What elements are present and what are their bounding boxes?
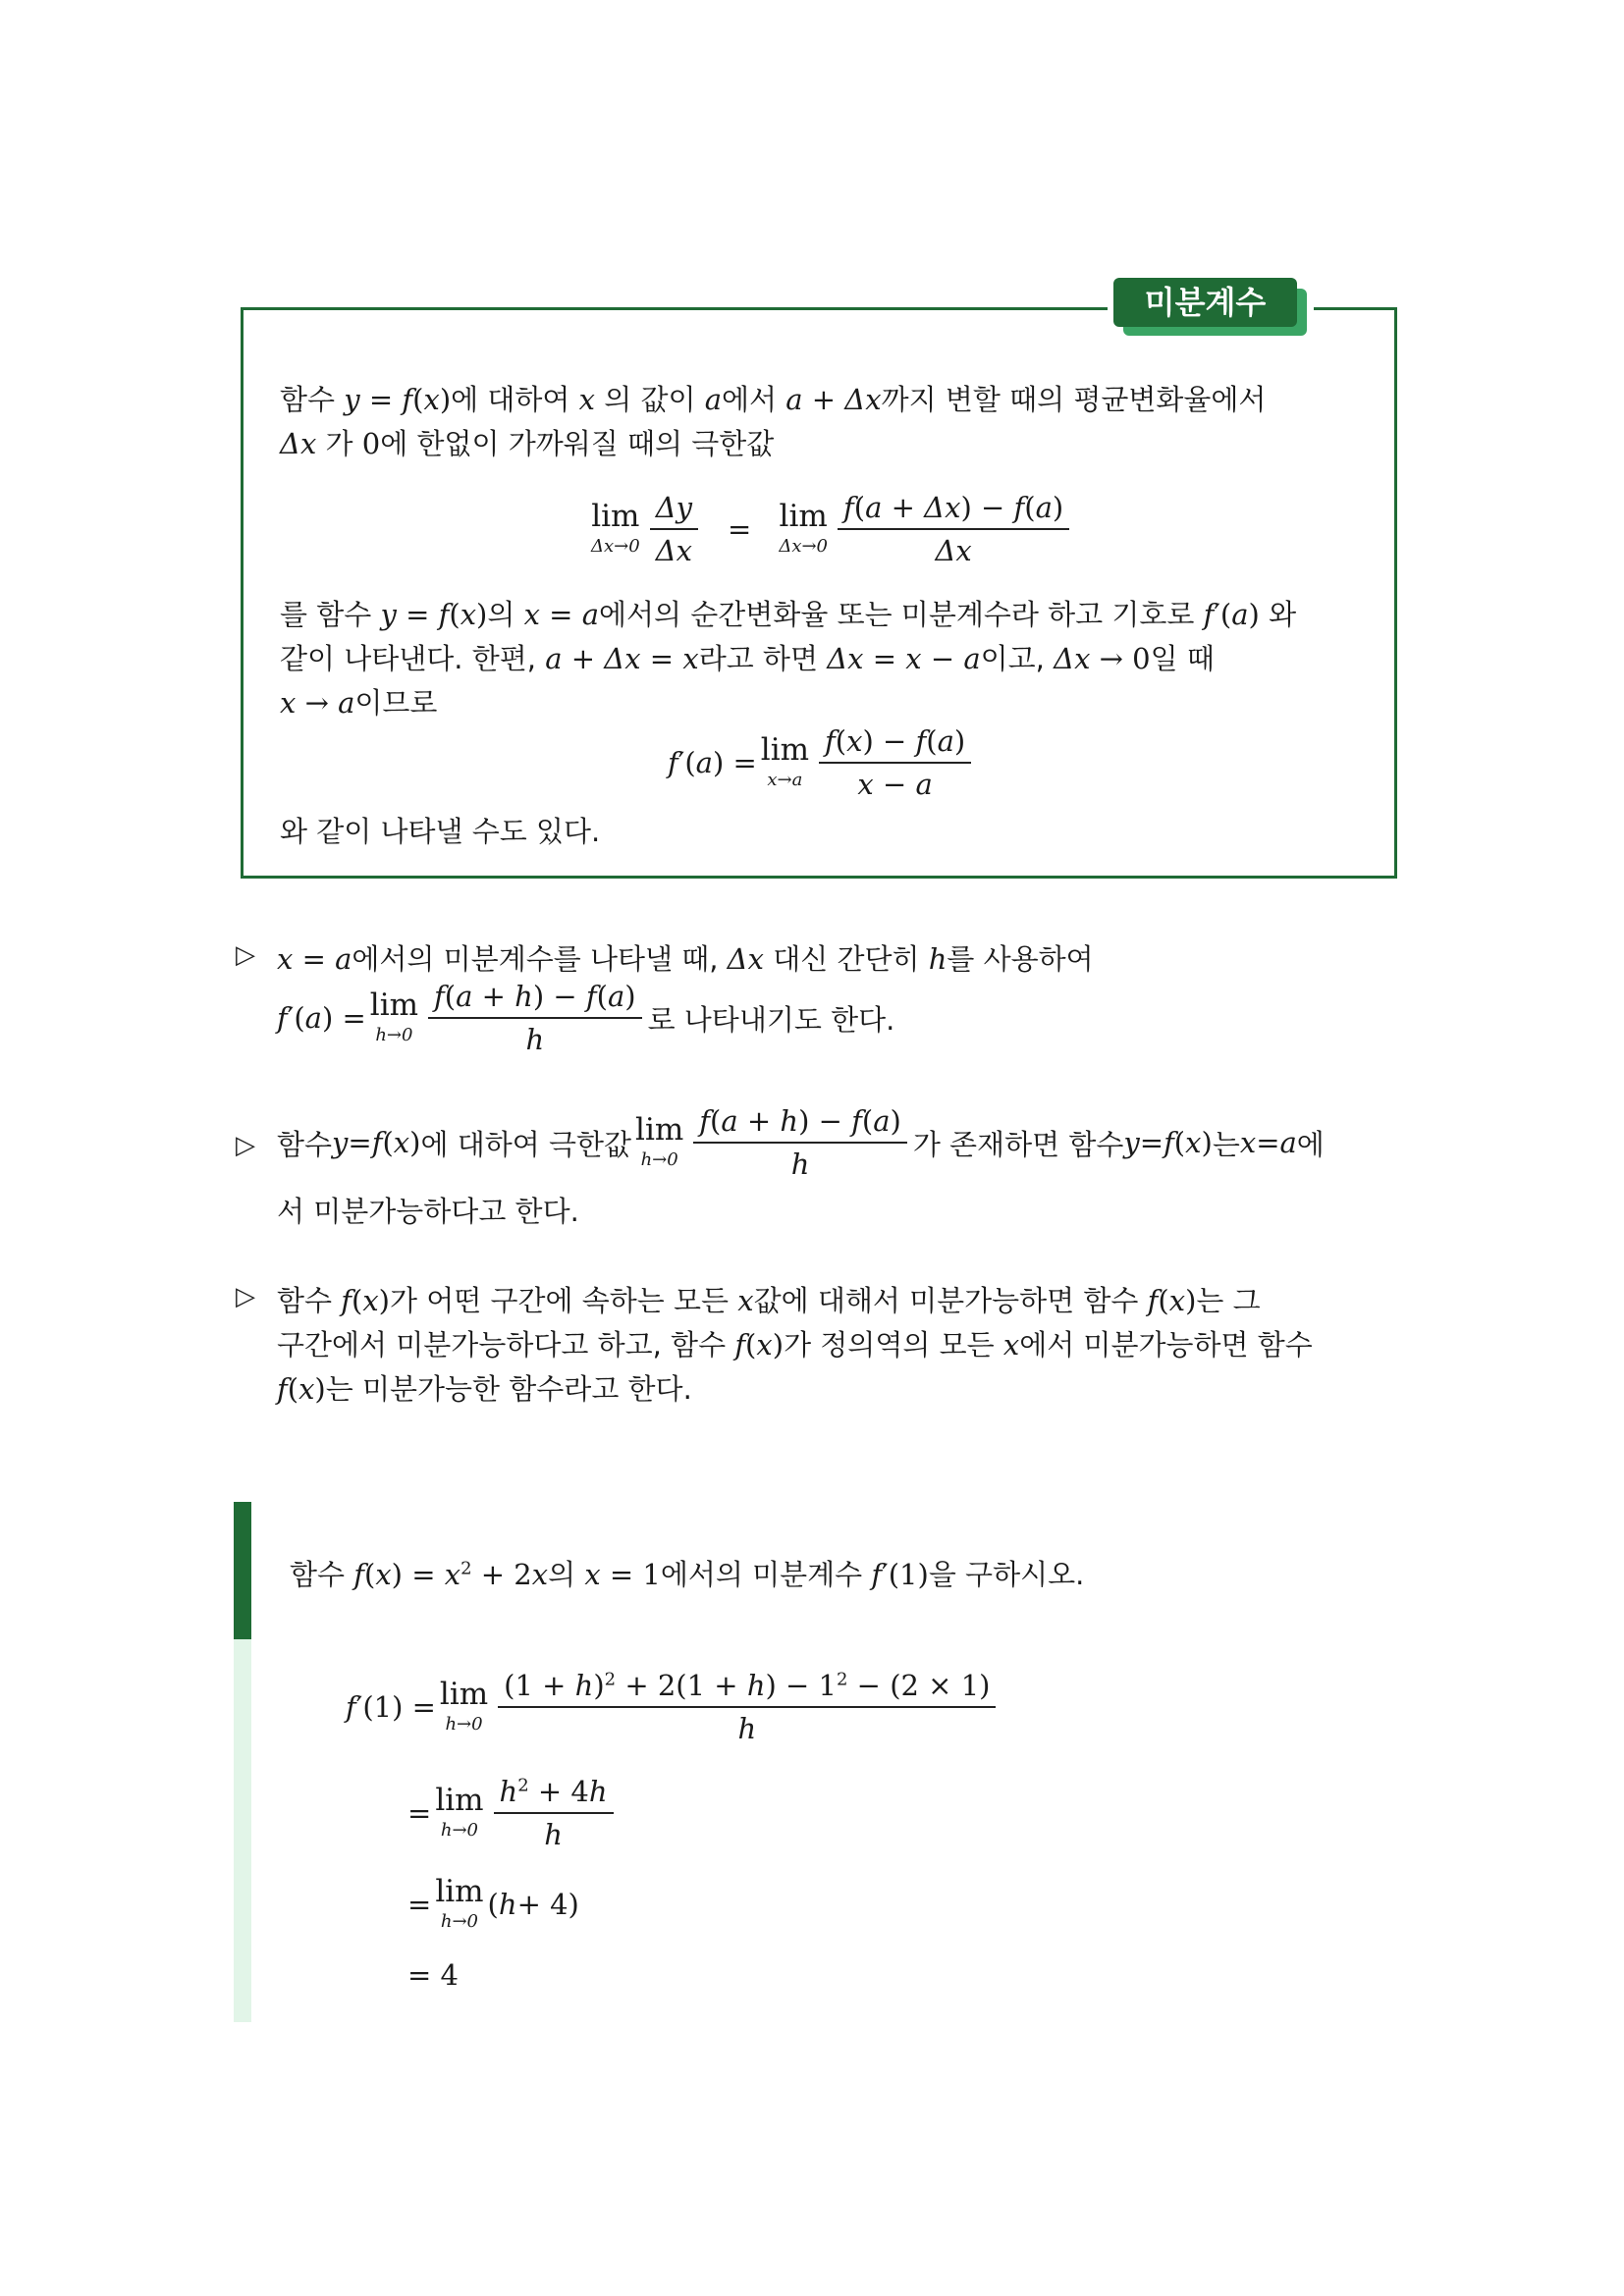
example-question: 함수 $f(x) = x^2 + 2x$의 x = 1에서의 미분계수 f′(1)을 구하시오. [290, 1558, 1085, 1591]
note-1-triangle-icon: ▷ [236, 940, 255, 970]
solution-step-3: = lim h→0 ( h + 4) [407, 1874, 579, 1932]
note-2-line-2: 서 미분가능하다고 한다. [277, 1195, 579, 1228]
definition-line-2: Δx 가 0에 한없이 가까워질 때의 극한값 [280, 427, 775, 460]
definition-title: 미분계수 [1113, 278, 1297, 327]
note-3-line-1: 함수 f(x)가 어떤 구간에 속하는 모든 x값에 대해서 미분가능하면 함수 f(x)는 그 [277, 1284, 1261, 1317]
note-1-formula: f ′( a ) = lim h→0 $\frac{f(a + h) - f(a)}{h}$ 로 나타내기도 한다. [277, 980, 895, 1056]
note-3-line-3: f(x)는 미분가능한 함수라고 한다. [277, 1372, 692, 1406]
example-bar-dark [234, 1502, 251, 1639]
note-2-line-1: 함수 y = f ( x ) 에 대하여 극한값 lim h→0 $\frac{f(a + h) - f(a)}{h}$ 가 존재하면 함수 y = f ( x ) 는 x = a 에 [277, 1104, 1325, 1181]
solution-step-4: = 4 [407, 1958, 459, 1992]
solution-step-1: f ′(1) = lim h→0 $\frac{(1 + h)^2 + 2(1 + h) - 1^2 - (2 \times 1)}{h}$ [346, 1669, 1001, 1745]
definition-line-1: 함수 y = f(x)에 대하여 x 의 값이 a에서 a + Δx까지 변할 때의 평균변화율에서 [280, 383, 1267, 416]
example-bar-light [234, 1639, 251, 2022]
note-3-triangle-icon: ▷ [236, 1282, 255, 1311]
note-2-triangle-icon: ▷ [236, 1131, 255, 1160]
definition-line-4: 같이 나타낸다. 한편, a + Δx = x라고 하면 Δx = x − a이고, Δx → 0일 때 [280, 642, 1215, 675]
definition-line-6: 와 같이 나타낼 수도 있다. [280, 815, 601, 848]
note-1-line-1: x = a에서의 미분계수를 나타낼 때, Δx 대신 간단히 h를 사용하여 [277, 942, 1094, 976]
definition-line-5: x → a이므로 [280, 686, 438, 720]
note-3-line-2: 구간에서 미분가능하다고 하고, 함수 f(x)가 정의역의 모든 x에서 미분가능하면 함수 [277, 1328, 1313, 1362]
solution-step-2: = lim h→0 $\frac{h^2 + 4h}{h}$ [407, 1775, 620, 1851]
definition-derivative-formula: f ′( a ) = lim x→a $\frac{f(x) - f(a)}{x - a}$ [668, 724, 977, 801]
definition-limit-formula: lim Δx→0 $\frac{\Delta y}{\Delta x}$ = lim Δx→0 $\frac{f(a + \Delta x) - f(a)}{\Delta x}$ [587, 491, 1075, 567]
definition-line-3: 를 함수 y = f(x)의 x = a에서의 순간변화율 또는 미분계수라 하고 기호로 f′(a) 와 [280, 598, 1297, 631]
